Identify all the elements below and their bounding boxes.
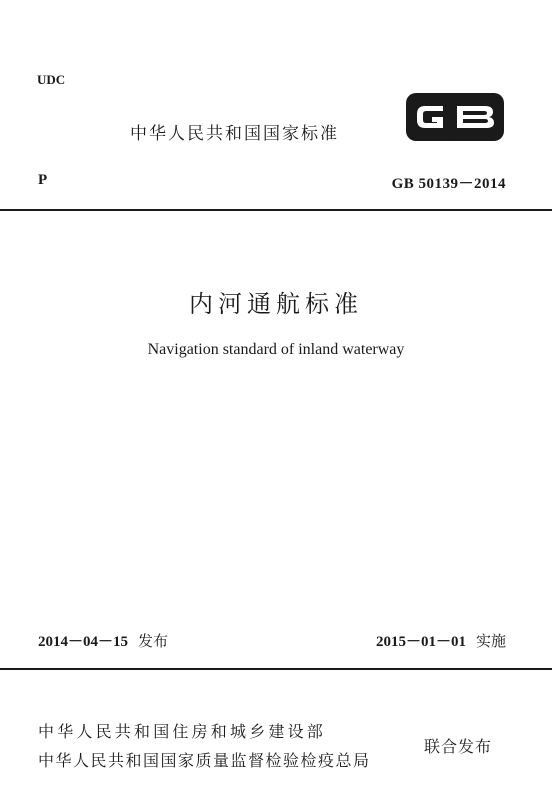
issue-label: 发布 <box>138 632 169 650</box>
udc-label: UDC <box>37 72 66 87</box>
implement-date-line <box>376 630 506 651</box>
issue-date: 2014－04－15 <box>38 634 129 650</box>
footer-divider <box>0 668 552 670</box>
standard-code: GB 50139－2014 <box>391 176 506 192</box>
issuer-aqsiq: 中华人民共和国国家质量监督检验检疫总局 <box>38 751 371 770</box>
issue-date-line <box>38 630 168 651</box>
gb-logo <box>405 92 505 142</box>
header-divider <box>0 209 552 211</box>
svg-text:GB: GB <box>452 135 458 139</box>
title-chinese: 内河通航标准 <box>189 290 363 318</box>
implement-label: 实施 <box>475 632 506 650</box>
classification-letter: P <box>38 172 48 188</box>
joint-issue-label: 联合发布 <box>424 737 493 756</box>
issuer-ministry-housing: 中华人民共和国住房和城乡建设部 <box>38 722 327 741</box>
implement-date: 2015－01－01 <box>375 634 466 650</box>
standard-type: 中华人民共和国国家标准 <box>130 124 339 144</box>
title-english: Navigation standard of inland waterway <box>147 341 405 358</box>
